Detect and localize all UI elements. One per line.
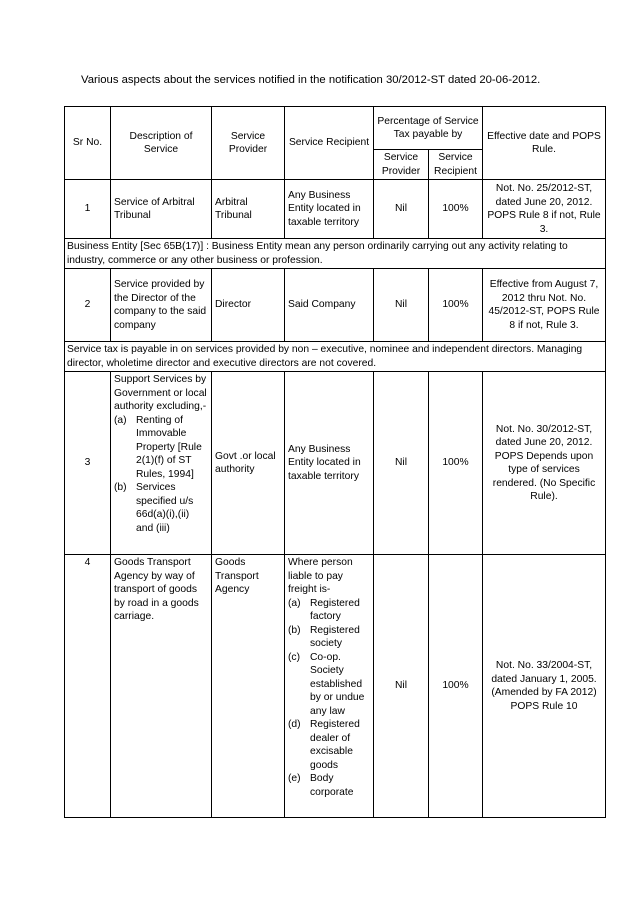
list-item bbox=[288, 772, 370, 799]
recipient-lead: Where person liable to pay freight is- bbox=[288, 557, 353, 595]
note-row bbox=[65, 239, 606, 269]
row-recipient: Said Company bbox=[285, 269, 374, 342]
row-provider: Govt .or local authority bbox=[212, 372, 285, 555]
row-pct-provider: Nil bbox=[374, 555, 429, 818]
row-effective: Not. No. 25/2012-ST, dated June 20, 2012. POPS Rule 8 if not, Rule 3. bbox=[483, 180, 606, 239]
row-pct-provider: Nil bbox=[374, 180, 429, 239]
list-item bbox=[114, 481, 208, 535]
row-sr: 2 bbox=[65, 269, 111, 342]
director-note: Service tax is payable in on services provided by non – executive, nominee and independent directors. Managing director, wholetime director and executive directors are not covered. bbox=[65, 342, 606, 372]
list-marker: (b) bbox=[288, 624, 301, 636]
row-provider: Director bbox=[212, 269, 285, 342]
header-recipient: Service Recipient bbox=[285, 107, 374, 180]
list-marker: (d) bbox=[288, 719, 301, 730]
header-effective: Effective date and POPS Rule. bbox=[483, 107, 606, 180]
row-effective: Not. No. 30/2012-ST, dated June 20, 2012. POPS Depends upon type of services rendered. (No Specific Rule). bbox=[483, 372, 606, 555]
list-marker: (b) bbox=[114, 482, 127, 493]
header-pct-provider: Service Provider bbox=[374, 150, 429, 180]
row-pct-recipient: 100% bbox=[429, 269, 483, 342]
list-text: Registered factory bbox=[310, 597, 360, 622]
list-text: Registered dealer of excisable goods bbox=[310, 719, 360, 771]
list-item bbox=[288, 651, 370, 719]
business-entity-note: Business Entity [Sec 65B(17)] : Business Entity mean any person ordinarily carrying out any activity relating to industry, commerce or any other business or profession. bbox=[65, 239, 606, 269]
table-row bbox=[65, 372, 606, 555]
table-row bbox=[65, 555, 606, 818]
row-sr: 1 bbox=[65, 180, 111, 239]
row-recipient bbox=[285, 555, 374, 818]
row-sr: 4 bbox=[65, 555, 111, 818]
list-marker: (e) bbox=[288, 773, 301, 784]
table-row bbox=[65, 180, 606, 239]
note-row bbox=[65, 342, 606, 372]
list-item bbox=[114, 414, 208, 482]
header-percentage: Percentage of Service Tax payable by bbox=[374, 107, 483, 150]
row-pct-recipient: 100% bbox=[429, 372, 483, 555]
header-sr: Sr No. bbox=[65, 107, 111, 180]
list-item bbox=[288, 597, 370, 624]
list-marker: (a) bbox=[114, 414, 127, 426]
header-row bbox=[65, 107, 606, 150]
row-pct-provider: Nil bbox=[374, 269, 429, 342]
row-recipient: Any Business Entity located in taxable territory bbox=[285, 372, 374, 555]
row-recipient: Any Business Entity located in taxable territory bbox=[285, 180, 374, 239]
table-row bbox=[65, 269, 606, 342]
row-sr: 3 bbox=[65, 372, 111, 555]
exclusion-list bbox=[114, 414, 208, 536]
document-title: Various aspects about the services notified in the notification 30/2012-ST dated 20-06-2012. bbox=[81, 74, 541, 86]
list-text: Co-op. Society established by or undue any law bbox=[310, 651, 365, 717]
list-text: Body corporate bbox=[310, 773, 354, 798]
list-item bbox=[288, 624, 370, 651]
recipient-list bbox=[288, 597, 370, 800]
description-lead: Support Services by Government or local authority excluding,- bbox=[114, 374, 207, 412]
row-pct-recipient: 100% bbox=[429, 180, 483, 239]
list-text: Services specified u/s 66d(a)(i),(ii) and (iii) bbox=[136, 482, 194, 534]
list-item bbox=[288, 718, 370, 772]
header-pct-recipient: Service Recipient bbox=[429, 150, 483, 180]
list-marker: (a) bbox=[288, 597, 301, 609]
row-description: Service provided by the Director of the company to the said company bbox=[111, 269, 212, 342]
row-provider: Arbitral Tribunal bbox=[212, 180, 285, 239]
row-pct-provider: Nil bbox=[374, 372, 429, 555]
row-description: Goods Transport Agency by way of transport of goods by road in a goods carriage. bbox=[111, 555, 212, 818]
services-table bbox=[64, 106, 606, 818]
header-provider: Service Provider bbox=[212, 107, 285, 180]
row-description: Service of Arbitral Tribunal bbox=[111, 180, 212, 239]
list-marker: (c) bbox=[288, 651, 301, 663]
row-description bbox=[111, 372, 212, 555]
row-pct-recipient: 100% bbox=[429, 555, 483, 818]
list-text: Registered society bbox=[310, 624, 360, 649]
list-text: Renting of Immovable Property [Rule 2(1)(f) of ST Rules, 1994] bbox=[136, 414, 202, 480]
row-effective: Effective from August 7, 2012 thru Not. No. 45/2012-ST, POPS Rule 8 if not, Rule 3. bbox=[483, 269, 606, 342]
header-description: Description of Service bbox=[111, 107, 212, 180]
row-provider: Goods Transport Agency bbox=[212, 555, 285, 818]
row-effective: Not. No. 33/2004-ST, dated January 1, 2005. (Amended by FA 2012) POPS Rule 10 bbox=[483, 555, 606, 818]
